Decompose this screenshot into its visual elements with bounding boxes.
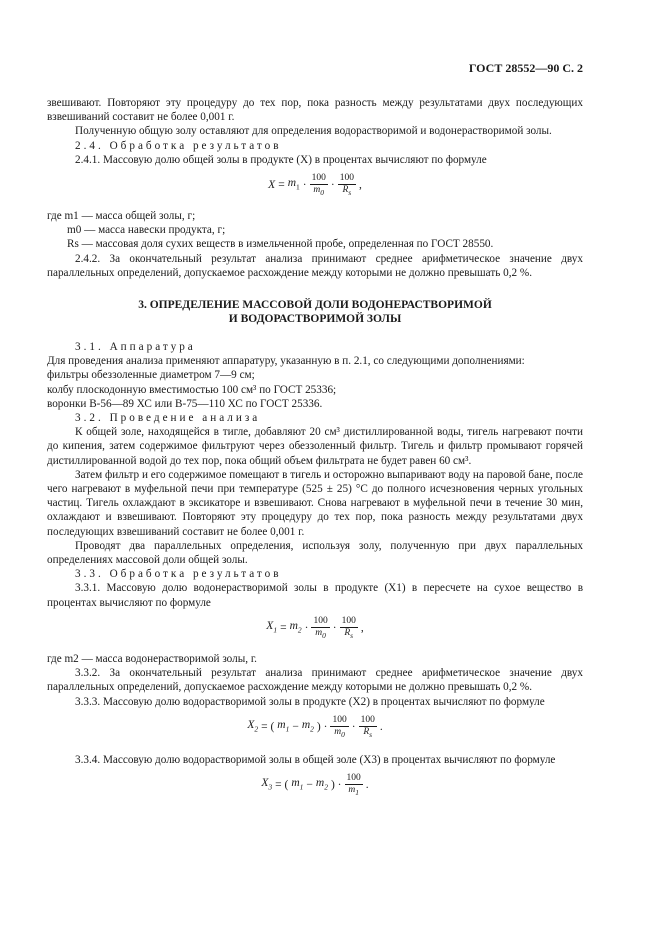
paragraph: 2.4.2. За окончательный результат анализа принимают среднее арифметическое значение двух параллельных определений, допускаемое расхождение между которыми не должно превышать 0,2 %. — [47, 252, 583, 279]
paragraph: Проводят два параллельных определения, используя золу, полученную при двух параллельных определениях массовой доли общей золы. — [47, 539, 583, 567]
page-header: ГОСТ 28552—90 С. 2 — [468, 61, 583, 75]
legend-line: где m1 — масса общей золы, г; — [47, 210, 196, 223]
paragraph: звешивают. Повторяют эту процедуру до тех пор, пока разность между результатами двух последующих взвешиваний составит не более 0,001 г. — [47, 97, 583, 124]
list-item: воронки В-56—89 ХС или В-75—110 ХС по ГОСТ 25336. — [47, 397, 323, 410]
section-title — [47, 298, 583, 326]
formula-x2: $X_2$ = ( $m_1$ − $m_2$ ) · $\frac{100}{m_0}$ · $\frac{100}{R_s}$ . — [247, 714, 383, 739]
formula-x3: $X_3$ = ( $m_1$ − $m_2$ ) · $\frac{100}{m_1}$ . — [261, 772, 369, 797]
paragraph: 2.4.1. Массовую долю общей золы в продукте (X) в процентах вычисляют по формуле — [75, 153, 487, 166]
list-item: фильтры обеззоленные диаметром 7—9 см; — [47, 369, 255, 382]
paragraph: Затем фильтр и его содержимое помещают в тигель и осторожно выпаривают воду на паровой бане, после чего нагревают в муфельной печи при температуре (525 ± 25) °С до полного исчезновения черных угольных частиц. Тигель охлаждают в эксикаторе и взвешивают. Снова нагревают в муфельной печи в течение 30 мин, охлаждают и взвешивают. Повторяют эту процедуру до тех пор, пока разность между результатами двух последующих взвешиваний составит не более 0,001 г. — [47, 468, 583, 538]
paragraph: 3.3.3. Массовую долю водорастворимой золы в продукте (X2) в процентах вычисляют по формуле — [75, 695, 545, 708]
legend-line: m0 — масса навески продукта, г; — [67, 224, 226, 237]
formula-legend — [47, 209, 583, 252]
formula-text: X — [268, 179, 276, 192]
paragraph: К общей золе, находящейся в тигле, добавляют 20 см³ дистиллированной воды, тигель нагревают почти до кипения, затем содержимое фильтруют через обеззоленный фильтр. Тигель и фильтр промывают горячей дистиллированной водой до тех пор, пока общий объем фильтрата не будет равен 60 см³. — [47, 426, 583, 467]
subheading: 3.3. Обработка результатов — [75, 568, 282, 581]
legend-line: Rs — массовая доля сухих веществ в измельченной пробе, определенная по ГОСТ 28550. — [67, 238, 494, 251]
list-item: колбу плоскодонную вместимостью 100 см³ по ГОСТ 25336; — [47, 383, 337, 396]
paragraph: Для проведения анализа применяют аппаратуру, указанную в п. 2.1, со следующими дополнениями: — [47, 355, 525, 368]
subheading: 3.2. Проведение анализа — [75, 412, 261, 425]
paragraph: 3.3.1. Массовую долю водонерастворимой золы в продукте (X1) в пересчете на сухое вещество в процентах вычисляют по формуле — [47, 582, 583, 609]
subheading: 2.4. Обработка результатов — [75, 139, 282, 152]
legend-line: где m2 — масса водонерастворимой золы, г. — [47, 652, 257, 665]
section-title-line: И ВОДОРАСТВОРИМОЙ ЗОЛЫ — [228, 313, 402, 326]
formula-x1: $X_1$ = $m_2$ · $\frac{100}{m_0}$ · $\frac{100}{R_s}$ , — [266, 615, 364, 640]
formula-x: X = $m_1$ · $\frac{100}{m_0}$ · $\frac{100}{R_s}$ , — [268, 173, 362, 197]
paragraph: 3.3.4. Массовую долю водорастворимой золы в общей золе (X3) в процентах вычисляют по формуле — [75, 753, 556, 766]
subheading: 3.1. Аппаратура — [75, 341, 196, 354]
paragraph: Полученную общую золу оставляют для определения водорастворимой и водонерастворимой золы. — [75, 125, 552, 138]
paragraph: 3.3.2. За окончательный результат анализа принимают среднее арифметическое значение двух параллельных определений, допускаемое расхождение между которыми не должно превышать 0,2 %. — [47, 667, 583, 694]
section-title-line: 3. ОПРЕДЕЛЕНИЕ МАССОВОЙ ДОЛИ ВОДОНЕРАСТВОРИМОЙ — [138, 299, 492, 312]
